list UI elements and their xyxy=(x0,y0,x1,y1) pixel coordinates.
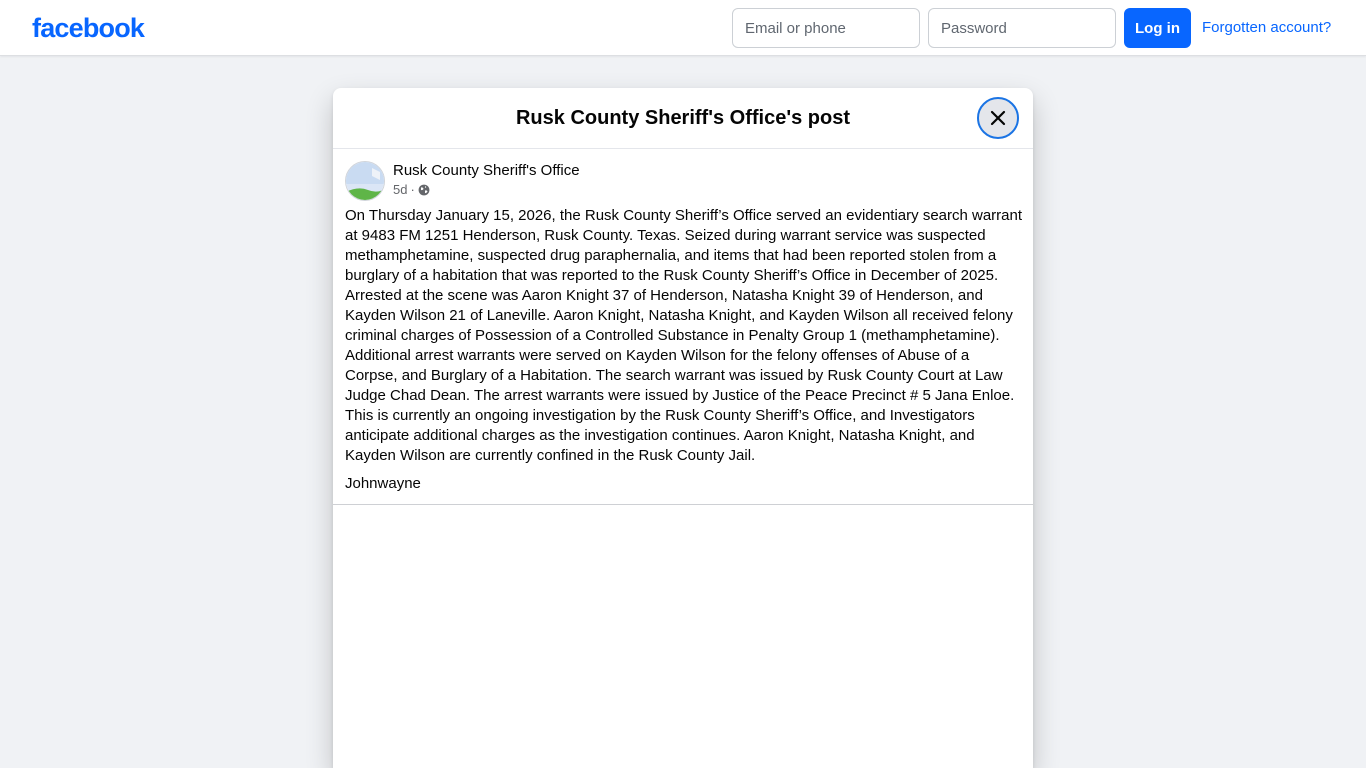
dialog-header xyxy=(333,88,1033,149)
close-button[interactable] xyxy=(977,97,1019,139)
post-timestamp[interactable]: 5d xyxy=(393,182,408,197)
forgotten-account-link[interactable]: Forgotten account? xyxy=(1202,19,1332,36)
top-navigation-bar xyxy=(0,0,1366,56)
password-input[interactable] xyxy=(928,8,1116,48)
post-signature: Johnwayne xyxy=(345,475,421,492)
facebook-logo[interactable]: facebook xyxy=(32,13,145,43)
post-dialog xyxy=(333,88,1033,768)
post-author-name[interactable]: Rusk County Sheriff's Office xyxy=(393,162,580,179)
globe-icon xyxy=(418,184,430,196)
login-button[interactable]: Log in xyxy=(1124,8,1191,48)
close-icon xyxy=(988,108,1008,128)
email-input[interactable] xyxy=(732,8,920,48)
post-divider xyxy=(333,504,1033,505)
meta-separator: · xyxy=(410,182,415,197)
post-meta xyxy=(393,182,430,198)
dialog-title: Rusk County Sheriff's Office's post xyxy=(515,107,850,129)
avatar[interactable] xyxy=(345,161,385,201)
post-text: On Thursday January 15, 2026, the Rusk County Sheriff’s Office served an evidentiary search warrant at 9483 FM 1251 Henderson, Rusk County. Texas. Seized during warrant service was suspected methamphetamine, suspected drug paraphernalia, and items that had been reported stolen from a burglary of a habitation that was reported to the Rusk County Sheriff’s Office in December of 2025. Arrested at the scene was Aaron Knight 37 of Henderson, Natasha Knight 39 of Henderson, and Kayden Wilson 21 of Laneville. Aaron Knight, Natasha Knight, and Kayden Wilson all received felony criminal charges of Possession of a Controlled Substance in Penalty Group 1 (methamphetamine). Additional arrest warrants were served on Kayden Wilson for the felony offenses of Abuse of a Corpse, and Burglary of a Habitation. The search warrant was issued by Rusk County Court at Law Judge Chad Dean. The arrest warrants were issued by Justice of the Peace Precinct # 5 Jana Enloe. This is currently an ongoing investigation by the Rusk County Sheriff’s Office, and Investigators anticipate additional charges as the investigation continues. Aaron Knight, Natasha Knight, and Kayden Wilson are currently confined in the Rusk County Jail. xyxy=(345,207,1027,464)
